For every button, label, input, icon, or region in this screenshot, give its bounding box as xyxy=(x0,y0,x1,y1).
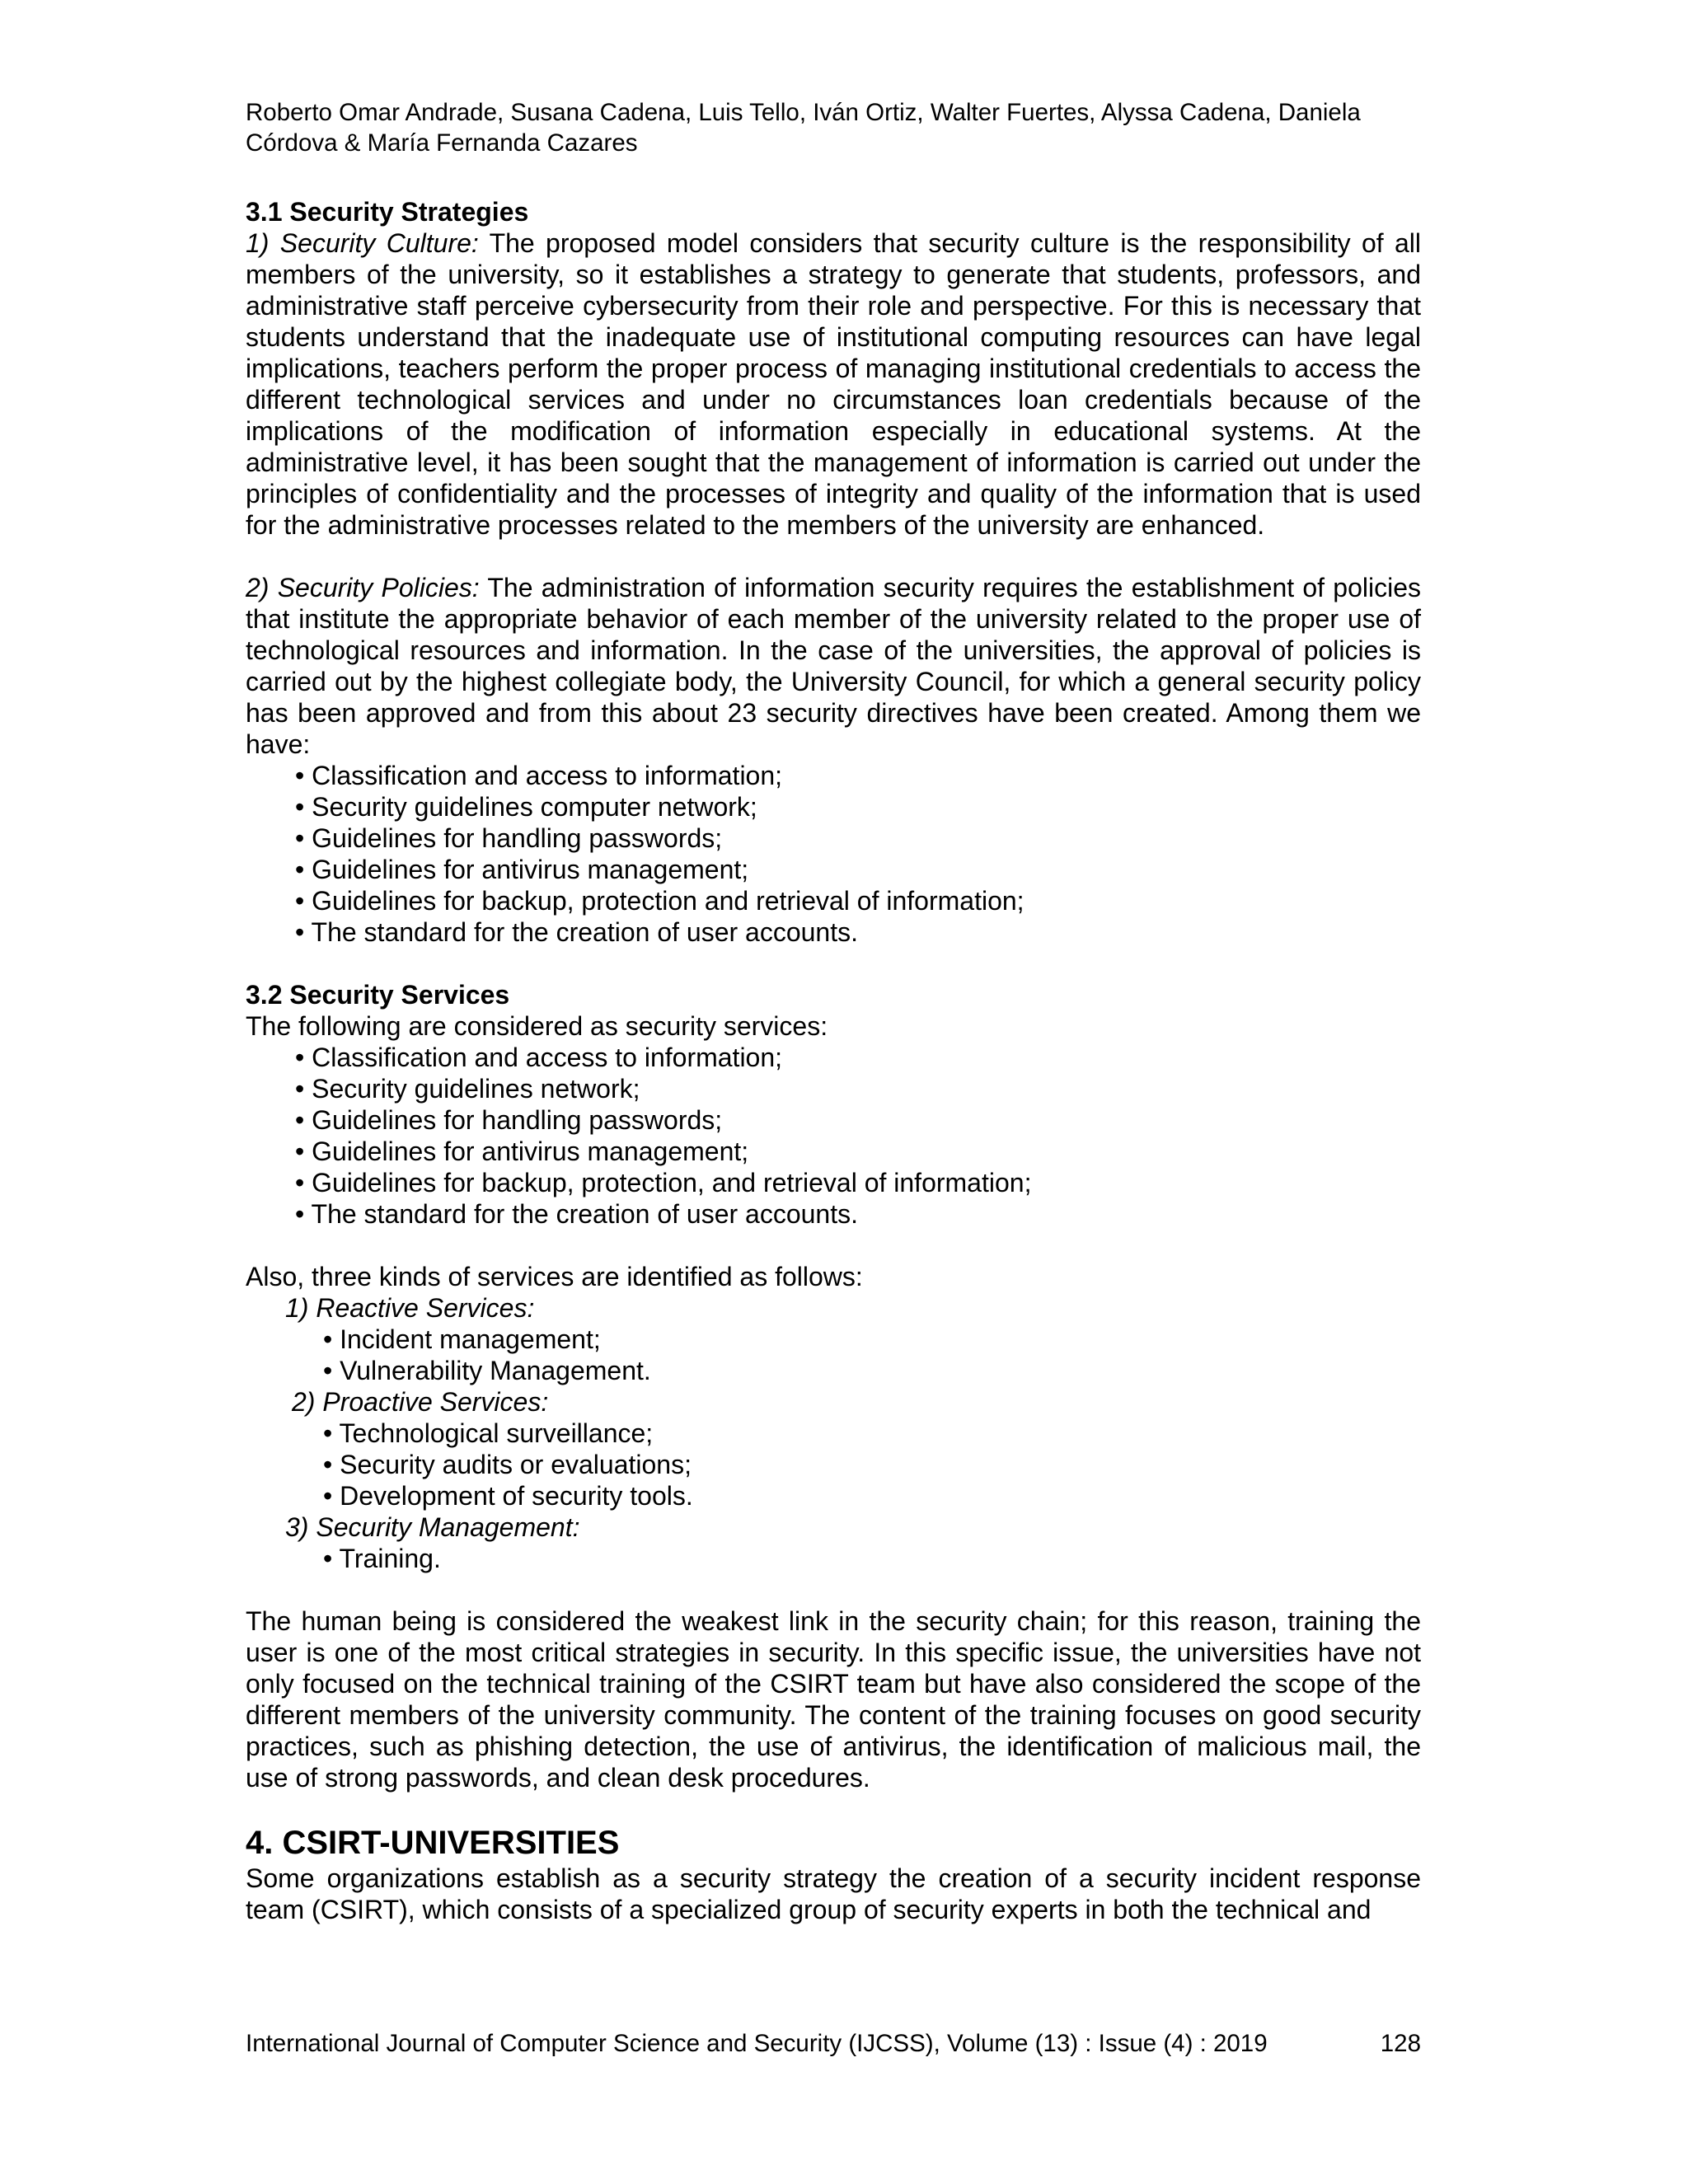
journal-citation: International Journal of Computer Science and Security (IJCSS), Volume (13) : Issue (4) : 2019 xyxy=(246,2030,1268,2057)
author-header xyxy=(246,97,1421,158)
csirt-paragraph: Some organizations establish as a security strategy the creation of a security incident response team (CSIRT), which consists of a specialized group of security experts in both the technical and xyxy=(246,1863,1421,1924)
security-management-label: 3) Security Management: xyxy=(285,1512,580,1542)
section-3-2-heading: 3.2 Security Services xyxy=(246,980,510,1010)
list-item: • Guidelines for handling passwords; xyxy=(295,823,723,853)
list-item: • Development of security tools. xyxy=(323,1481,693,1511)
list-item: • Security guidelines computer network; xyxy=(295,792,757,822)
list-item: • Security guidelines network; xyxy=(295,1074,640,1104)
reactive-services-label: 1) Reactive Services: xyxy=(285,1293,535,1323)
list-item: • Guidelines for antivirus management; xyxy=(295,855,749,884)
security-culture-paragraph xyxy=(246,227,1421,541)
proactive-services-label: 2) Proactive Services: xyxy=(292,1387,549,1417)
list-item: • Guidelines for backup, protection and retrieval of information; xyxy=(295,886,1025,916)
list-item: • Guidelines for antivirus management; xyxy=(295,1137,749,1166)
page-footer xyxy=(246,2029,1421,2059)
kinds-intro: Also, three kinds of services are identified as follows: xyxy=(246,1262,863,1291)
authors-line-1: Roberto Omar Andrade, Susana Cadena, Luis Tello, Iván Ortiz, Walter Fuertes, Alyssa Cadena, Daniela xyxy=(246,99,1361,126)
list-item: • Technological surveillance; xyxy=(323,1418,654,1448)
training-paragraph: The human being is considered the weakest link in the security chain; for this reason, training the user is one of the most critical strategies in security. In this specific issue, the universities have not only focused on the technical training of the CSIRT team but have also considered the scope of the different members of the university community. The content of the training focuses on good security practices, such as phishing detection, the use of antivirus, the identification of malicious mail, the use of strong passwords, and clean desk procedures. xyxy=(246,1606,1421,1793)
list-item: • Vulnerability Management. xyxy=(323,1356,651,1385)
security-policies-text: The administration of information security requires the establishment of policies that institute the appropriate behavior of each member of the university related to the proper use of technological resources and information. In the case of the universities, the approval of policies is carried out by the highest collegiate body, the University Council, for which a general security policy has been approved and from this about 23 security directives have been created. Among them we have: xyxy=(246,573,1422,759)
authors-line-2: Córdova & María Fernanda Cazares xyxy=(246,129,638,157)
section-4-heading: 4. CSIRT-UNIVERSITIES xyxy=(246,1825,620,1861)
services-intro: The following are considered as security services: xyxy=(246,1011,828,1041)
list-item: • Incident management; xyxy=(323,1324,601,1354)
main-content xyxy=(246,196,1421,1925)
list-item: • The standard for the creation of user accounts. xyxy=(295,917,858,947)
list-item: • Guidelines for handling passwords; xyxy=(295,1105,723,1135)
list-item: • Classification and access to information; xyxy=(295,761,783,790)
security-policies-label: 2) Security Policies: xyxy=(246,573,480,602)
section-3-1-heading: 3.1 Security Strategies xyxy=(246,197,529,227)
services-bullet-list xyxy=(246,1042,1421,1230)
list-item: • Training. xyxy=(323,1544,441,1573)
page-number: 128 xyxy=(1380,2030,1421,2057)
list-item: • Security audits or evaluations; xyxy=(323,1450,692,1479)
list-item: • Classification and access to information; xyxy=(295,1043,783,1072)
list-item: • The standard for the creation of user accounts. xyxy=(295,1199,858,1229)
policies-bullet-list xyxy=(246,760,1421,948)
list-item: • Guidelines for backup, protection, and retrieval of information; xyxy=(295,1168,1032,1197)
security-culture-text: The proposed model considers that security culture is the responsibility of all members of the university, so it establishes a strategy to generate that students, professors, and administrative staff perceive cybersecurity from their role and perspective. For this is necessary that students understand that the inadequate use of institutional computing resources can have legal implications, teachers perform the proper process of managing institutional credentials to access the different technological services and under no circumstances loan credentials because of the implications of the modification of information especially in educational systems. At the administrative level, it has been sought that the management of information is carried out under the principles of confidentiality and the processes of integrity and quality of the information that is used for the administrative processes related to the members of the university are enhanced. xyxy=(246,228,1422,540)
security-culture-label: 1) Security Culture: xyxy=(246,228,479,258)
security-policies-paragraph xyxy=(246,572,1421,760)
